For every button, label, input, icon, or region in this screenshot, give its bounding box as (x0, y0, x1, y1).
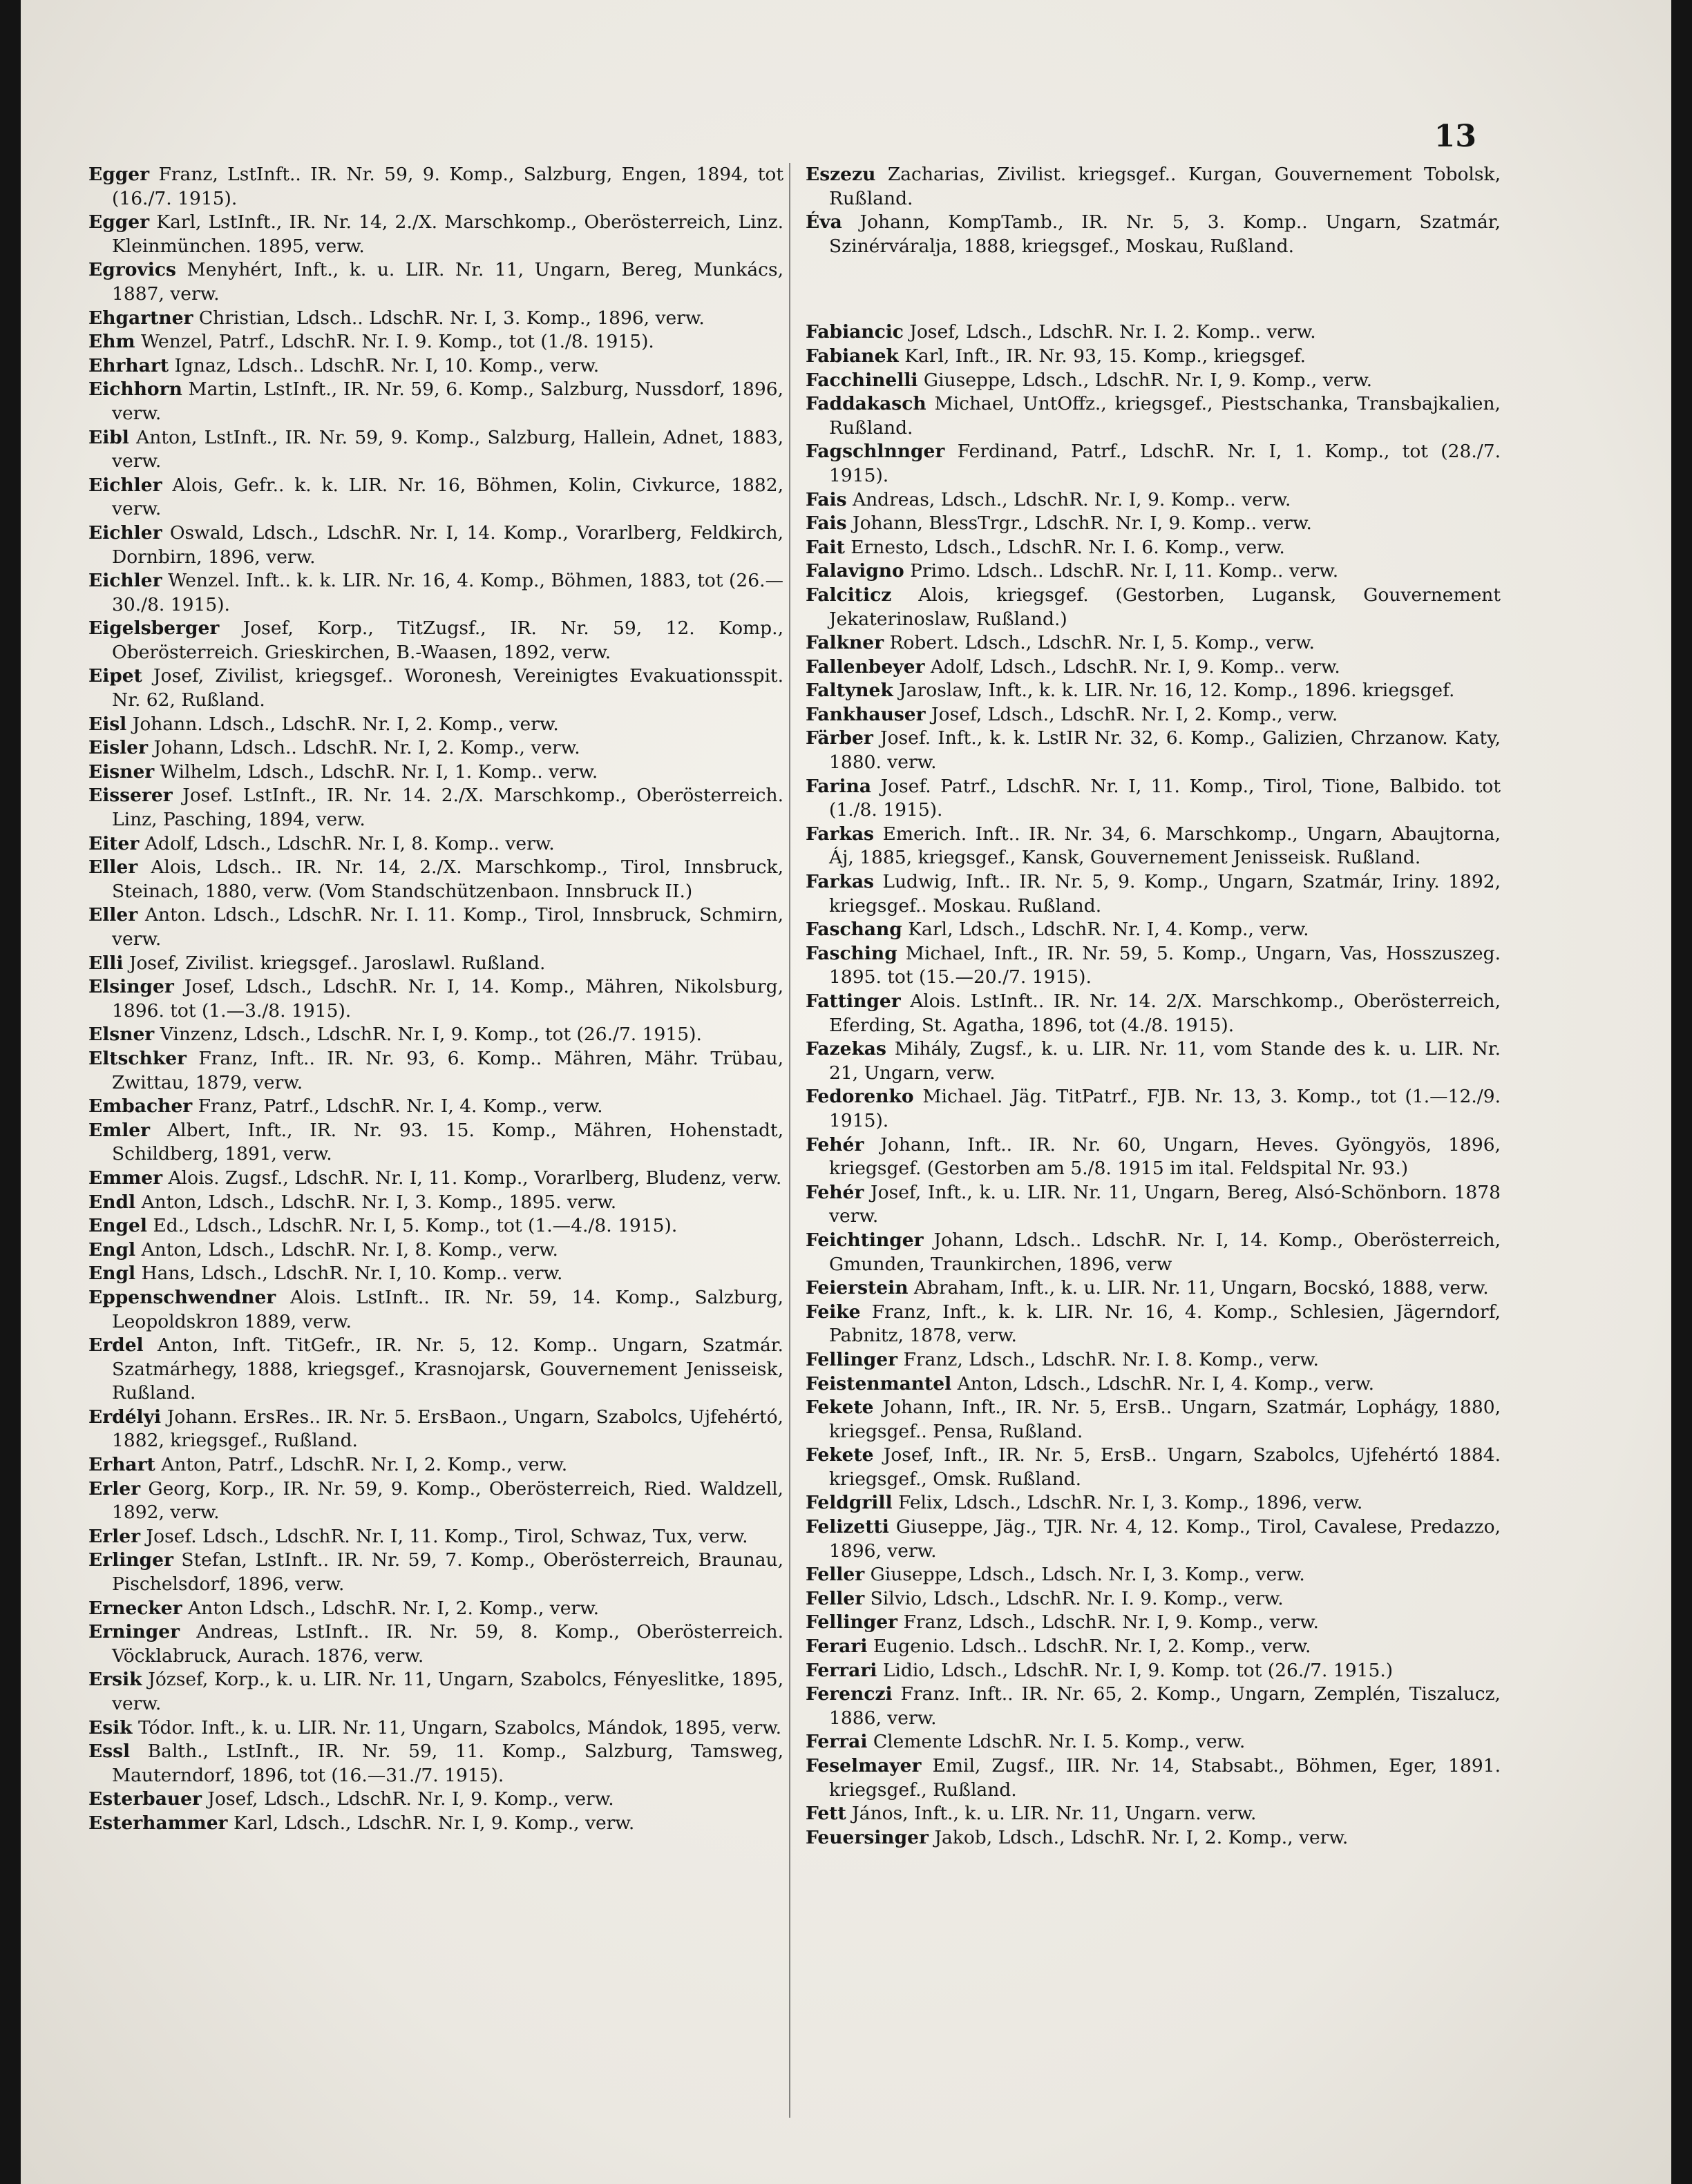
entry-details: Karl, LstInft., IR. Nr. 14, 2./X. Marschkomp., Oberösterreich, Linz. Kleinmünchen. 1895, verw. (112, 211, 783, 257)
directory-entry (806, 1826, 1501, 1850)
entry-details: Jakob, Ldsch., LdschR. Nr. I, 2. Komp., verw. (928, 1826, 1349, 1848)
entry-details: Emerich. Inft.. IR. Nr. 34, 6. Marschkomp., Ungarn, Abaujtorna, Áj, 1885, kriegsgef., Kansk, Gouvernement Jenisseisk. Rußland. (829, 823, 1501, 869)
entry-surname: Farina (806, 775, 872, 797)
entry-surname: Ehrhart (88, 354, 169, 376)
entry-details: Hans, Ldsch., LdschR. Nr. I, 10. Komp.. verw. (135, 1263, 563, 1285)
entry-details: Oswald, Ldsch., LdschR. Nr. I, 14. Komp., Vorarlberg, Feldkirch, Dornbirn, 1896, verw. (112, 521, 783, 568)
entry-details: Felix, Ldsch., LdschR. Nr. I, 3. Komp., 1896, verw. (892, 1492, 1363, 1514)
entry-details: Ferdinand, Patrf., LdschR. Nr. I, 1. Komp., tot (28./7. 1915). (829, 441, 1501, 486)
entry-details: Giuseppe, Jäg., TJR. Nr. 4, 12. Komp., Tirol, Cavalese, Predazzo, 1896, verw. (829, 1516, 1501, 1562)
entry-details: Emil, Zugsf., IIR. Nr. 14, Stabsabt., Böhmen, Eger, 1891. kriegsgef., Rußland. (829, 1755, 1501, 1801)
entry-details: Clemente LdschR. Nr. I. 5. Komp., verw. (867, 1731, 1246, 1753)
entry-surname: Fankhauser (806, 703, 926, 725)
entry-surname: Ernecker (88, 1597, 182, 1619)
entry-surname: Eltschker (88, 1047, 187, 1069)
directory-entry (88, 426, 783, 474)
directory-entry (88, 1668, 783, 1716)
entry-surname: Ehm (88, 331, 135, 353)
directory-entry (88, 1095, 783, 1119)
entry-surname: Felizetti (806, 1516, 889, 1538)
entry-details: Franz, Patrf., LdschR. Nr. I, 4. Komp., verw. (192, 1095, 603, 1118)
right-column-top-entries (806, 163, 1501, 258)
entry-surname: Erninger (88, 1621, 180, 1643)
entry-details: Johann, Ldsch.. LdschR. Nr. I, 2. Komp., verw. (148, 737, 580, 759)
entry-details: Josef, Korp., TitZugsf., IR. Nr. 59, 12. Komp., Oberösterreich. Grieskirchen, B.-Waasen, 1892, verw. (112, 617, 783, 663)
entry-details: Mihály, Zugsf., k. u. LIR. Nr. 11, vom Stande des k. u. LIR. Nr. 21, Ungarn, verw. (829, 1038, 1501, 1084)
directory-entry (88, 975, 783, 1023)
entry-surname: Feller (806, 1587, 865, 1609)
directory-entry (88, 330, 783, 354)
entry-surname: Eszezu (806, 164, 876, 185)
directory-entry (806, 655, 1501, 680)
directory-entry (806, 1635, 1501, 1659)
entry-surname: Ersik (88, 1669, 142, 1691)
right-column-entries (806, 320, 1501, 1850)
directory-entry (88, 258, 783, 306)
directory-entry (88, 617, 783, 664)
entry-surname: Fattinger (806, 990, 901, 1012)
directory-entry (806, 1491, 1501, 1515)
entry-details: Primo. Ldsch.. LdschR. Nr. I, 11. Komp.. verw. (904, 560, 1339, 582)
directory-entry (806, 440, 1501, 488)
entry-surname: Fabianek (806, 345, 899, 367)
entry-surname: Ehgartner (88, 307, 193, 329)
directory-entry (88, 1453, 783, 1477)
entry-surname: Faschang (806, 919, 902, 941)
entry-surname: Feike (806, 1301, 861, 1323)
entry-details: Josef, Zivilist, kriegsgef.. Woronesh, Vereinigtes Evakuationsspit. Nr. 62, Rußland. (112, 665, 783, 711)
entry-details: Giuseppe, Ldsch., Ldsch. Nr. I, 3. Komp., verw. (864, 1564, 1305, 1586)
directory-entry (88, 952, 783, 976)
entry-surname: Eisl (88, 713, 127, 735)
directory-entry (88, 760, 783, 785)
directory-entry (806, 1133, 1501, 1181)
directory-entry (806, 918, 1501, 942)
directory-entry (806, 870, 1501, 918)
entry-surname: Eichler (88, 474, 162, 496)
directory-entry (88, 832, 783, 856)
entry-surname: Fallenbeyer (806, 655, 925, 678)
entry-surname: Fellinger (806, 1348, 898, 1370)
directory-entry (806, 775, 1501, 823)
directory-entry (806, 823, 1501, 870)
entry-surname: Erhart (88, 1454, 155, 1476)
entry-details: Karl, Inft., IR. Nr. 93, 15. Komp., kriegsgef. (898, 345, 1306, 367)
entry-surname: Essl (88, 1741, 131, 1763)
entry-surname: Engl (88, 1238, 136, 1261)
entry-details: Tódor. Inft., k. u. LIR. Nr. 11, Ungarn, Szabolcs, Mándok, 1895, verw. (132, 1716, 782, 1738)
entry-details: Anton, Patrf., LdschR. Nr. I, 2. Komp., verw. (155, 1454, 568, 1476)
entry-details: Andreas, Ldsch., LdschR. Nr. I, 9. Komp.. verw. (846, 488, 1291, 510)
directory-entry (806, 1587, 1501, 1611)
directory-entry (806, 1659, 1501, 1683)
entry-surname: Erdel (88, 1334, 144, 1357)
directory-entry (806, 536, 1501, 560)
entry-surname: Eichler (88, 570, 162, 592)
entry-surname: Farkas (806, 871, 874, 893)
entry-details: Christian, Ldsch.. LdschR. Nr. I, 3. Komp., 1896, verw. (193, 307, 705, 329)
entry-details: Wenzel. Inft.. k. k. LIR. Nr. 16, 4. Komp., Böhmen, 1883, tot (26.—30./8. 1915). (112, 570, 783, 615)
entry-surname: Fehér (806, 1181, 864, 1203)
entry-surname: Fellinger (806, 1611, 898, 1634)
directory-entry (88, 1620, 783, 1668)
directory-entry (806, 1181, 1501, 1229)
directory-entry (806, 1085, 1501, 1133)
directory-entry (806, 512, 1501, 536)
entry-details: Johann, Ldsch.. LdschR. Nr. I, 14. Komp., Oberösterreich, Gmunden, Traunkirchen, 1896, verw (829, 1229, 1501, 1275)
entry-surname: Esterhammer (88, 1812, 228, 1834)
directory-entry (88, 784, 783, 832)
entry-details: Martin, LstInft., IR. Nr. 59, 6. Komp., Salzburg, Nussdorf, 1896, verw. (112, 379, 783, 424)
entry-surname: Fait (806, 536, 845, 558)
directory-entry (88, 1262, 783, 1286)
directory-entry (88, 569, 783, 617)
scan-border-right (1671, 0, 1692, 2184)
entry-surname: Ferrari (806, 1659, 877, 1681)
directory-entry (88, 1214, 783, 1238)
entry-surname: Elli (88, 952, 124, 974)
directory-entry (806, 211, 1501, 258)
entry-details: Josef, Ldsch., LdschR. Nr. I, 2. Komp., verw. (925, 703, 1338, 725)
directory-entry (88, 1549, 783, 1596)
directory-entry (88, 1023, 783, 1047)
entry-surname: Eisner (88, 760, 155, 783)
entry-details: Adolf, Ldsch., LdschR. Nr. I, 8. Komp.. verw. (139, 832, 555, 854)
entry-details: Anton, Inft. TitGefr., IR. Nr. 5, 12. Komp.. Ungarn, Szatmár. Szatmárhegy, 1888, kriegsgef., Krasnojarsk, Gouvernement Jenisseisk, Rußland. (112, 1334, 783, 1404)
entry-surname: Fasching (806, 942, 897, 964)
entry-surname: Fabiancic (806, 321, 904, 343)
directory-entry (806, 163, 1501, 211)
entry-details: Ludwig, Inft.. IR. Nr. 5, 9. Komp., Ungarn, Szatmár, Iriny. 1892, kriegsgef.. Moskau. Rußland. (829, 871, 1501, 917)
directory-entry (88, 1191, 783, 1215)
entry-details: Karl, Ldsch., LdschR. Nr. I, 9. Komp., verw. (227, 1812, 635, 1834)
entry-details: Andreas, LstInft.. IR. Nr. 59, 8. Komp., Oberösterreich. Vöcklabruck, Aurach. 1876, verw. (112, 1621, 783, 1667)
directory-entry (88, 1525, 783, 1549)
directory-entry (88, 211, 783, 258)
directory-entry (88, 664, 783, 712)
directory-entry (806, 392, 1501, 440)
entry-details: Balth., LstInft., IR. Nr. 59, 11. Komp., Salzburg, Tamsweg, Mauterndorf, 1896, tot (16.—31./7. 1915). (112, 1741, 783, 1786)
entry-details: Stefan, LstInft.. IR. Nr. 59, 7. Komp., Oberösterreich, Braunau, Pischelsdorf, 1896, verw. (112, 1549, 783, 1596)
directory-entry (88, 378, 783, 425)
entry-details: Menyhért, Inft., k. u. LIR. Nr. 11, Ungarn, Bereg, Munkács, 1887, verw. (112, 259, 783, 305)
directory-entry (806, 1802, 1501, 1826)
entry-details: Alois. LstInft.. IR. Nr. 14. 2/X. Marschkomp., Oberösterreich, Eferding, St. Agatha, 1896, tot (4./8. 1915). (829, 990, 1501, 1036)
entry-details: Anton. Ldsch., LdschR. Nr. I. 11. Komp., Tirol, Innsbruck, Schmirn, verw. (112, 904, 783, 950)
directory-entry (88, 1119, 783, 1167)
entry-surname: Erlinger (88, 1549, 173, 1571)
directory-entry (806, 1683, 1501, 1730)
entry-surname: Engel (88, 1215, 147, 1237)
entry-details: Vinzenz, Ldsch., LdschR. Nr. I, 9. Komp., tot (26./7. 1915). (154, 1024, 702, 1046)
directory-entry (806, 1348, 1501, 1372)
entry-details: József, Korp., k. u. LIR. Nr. 11, Ungarn, Szabolcs, Fényeslitke, 1895, verw. (112, 1669, 783, 1714)
entry-surname: Faddakasch (806, 393, 926, 415)
directory-entry (806, 320, 1501, 345)
entry-surname: Éva (806, 211, 842, 233)
entry-details: Zacharias, Zivilist. kriegsgef.. Kurgan, Gouvernement Tobolsk, Rußland. (829, 164, 1501, 209)
section-gap (806, 258, 1501, 320)
entry-details: Anton, LstInft., IR. Nr. 59, 9. Komp., Salzburg, Hallein, Adnet, 1883, verw. (112, 426, 783, 472)
entry-surname: Fekete (806, 1397, 874, 1419)
entry-surname: Fehér (806, 1133, 864, 1156)
entry-details: Michael, UntOffz., kriegsgef., Piestschanka, Transbajkalien, Rußland. (829, 393, 1501, 439)
entry-details: Josef. Ldsch., LdschR. Nr. I, 11. Komp., Tirol, Schwaz, Tux, verw. (140, 1525, 748, 1547)
directory-entry (806, 1754, 1501, 1802)
directory-entry (88, 1740, 783, 1788)
directory-entry (88, 1597, 783, 1621)
entry-details: Josef, Ldsch., LdschR. Nr. I. 2. Komp.. verw. (903, 321, 1316, 343)
entry-surname: Facchinelli (806, 369, 918, 391)
entry-surname: Faltynek (806, 680, 893, 702)
entry-surname: Endl (88, 1191, 136, 1213)
directory-entry (806, 369, 1501, 393)
entry-details: Wilhelm, Ldsch., LdschR. Nr. I, 1. Komp.. verw. (154, 760, 598, 783)
entry-surname: Eppenschwendner (88, 1286, 276, 1308)
directory-entry (806, 990, 1501, 1037)
directory-entry (806, 727, 1501, 774)
entry-details: Anton Ldsch., LdschR. Nr. I, 2. Komp., verw. (182, 1597, 600, 1619)
entry-surname: Eller (88, 904, 138, 926)
entry-surname: Elsner (88, 1024, 155, 1046)
entry-surname: Ferrai (806, 1731, 868, 1753)
right-column (806, 163, 1501, 2118)
directory-entry (806, 1229, 1501, 1276)
entry-surname: Feselmayer (806, 1755, 922, 1776)
entry-surname: Emler (88, 1119, 151, 1141)
entry-surname: Eisler (88, 737, 149, 759)
entry-surname: Feller (806, 1564, 865, 1586)
entry-details: Josef. Inft., k. k. LstIR Nr. 32, 6. Komp., Galizien, Chrzanow. Katy, 1880. verw. (829, 727, 1501, 774)
entry-surname: Fais (806, 513, 847, 535)
entry-details: Anton, Ldsch., LdschR. Nr. I, 3. Komp., 1895. verw. (135, 1191, 617, 1213)
directory-entry (88, 1812, 783, 1836)
entry-details: Johann. Ldsch., LdschR. Nr. I, 2. Komp., verw. (126, 713, 559, 735)
entry-details: Franz, Inft., k. k. LIR. Nr. 16, 4. Komp., Schlesien, Jägerndorf, Pabnitz, 1878, verw. (829, 1301, 1501, 1347)
entry-surname: Egrovics (88, 259, 176, 281)
entry-details: Alois. Zugsf., LdschR. Nr. I, 11. Komp., Vorarlberg, Bludenz, verw. (162, 1167, 782, 1189)
entry-details: Johann, Inft., IR. Nr. 5, ErsB.. Ungarn, Szatmár, Lophágy, 1880, kriegsgef.. Pensa, Rußland. (829, 1397, 1501, 1442)
directory-entry (806, 1037, 1501, 1085)
entry-surname: Erler (88, 1525, 141, 1547)
entry-details: Ed., Ldsch., LdschR. Nr. I, 5. Komp., tot (1.—4./8. 1915). (146, 1215, 678, 1237)
entry-surname: Eiter (88, 832, 140, 854)
directory-entry (88, 521, 783, 569)
directory-entry (806, 1301, 1501, 1348)
entry-surname: Färber (806, 727, 873, 749)
entry-details: Albert, Inft., IR. Nr. 93. 15. Komp., Mähren, Hohenstadt, Schildberg, 1891, verw. (112, 1119, 783, 1165)
entry-details: Michael. Jäg. TitPatrf., FJB. Nr. 13, 3. Komp., tot (1.—12./9. 1915). (829, 1086, 1501, 1131)
directory-entry (806, 345, 1501, 369)
directory-entry (88, 713, 783, 737)
directory-entry (88, 1716, 783, 1741)
directory-entry (806, 1730, 1501, 1754)
entry-surname: Falciticz (806, 584, 892, 606)
entry-details: Josef, Inft., k. u. LIR. Nr. 11, Ungarn, Bereg, Alsó-Schönborn. 1878 verw. (829, 1181, 1501, 1227)
directory-entry (806, 1444, 1501, 1491)
entry-details: Josef. LstInft., IR. Nr. 14. 2./X. Marschkomp., Oberösterreich. Linz, Pasching, 1894, verw. (112, 785, 783, 831)
directory-entry (806, 584, 1501, 631)
entry-surname: Fais (806, 488, 847, 510)
directory-entry (88, 1477, 783, 1525)
directory-entry (806, 703, 1501, 727)
directory-entry (806, 488, 1501, 513)
entry-details: Johann, Inft.. IR. Nr. 60, Ungarn, Heves. Gyöngyös, 1896, kriegsgef. (Gestorben am 5./8. 1915 im ital. Feldspital Nr. 93.) (829, 1133, 1501, 1180)
directory-entry (88, 307, 783, 331)
directory-entry (806, 1396, 1501, 1444)
entry-surname: Engl (88, 1263, 136, 1285)
directory-entry (88, 1238, 783, 1263)
entry-details: Alois, Ldsch.. IR. Nr. 14, 2./X. Marschkomp., Tirol, Innsbruck, Steinach, 1880, verw. (Vom Standschützenbaon. Innsbruck II.) (112, 856, 783, 902)
entry-details: Wenzel, Patrf., LdschR. Nr. I. 9. Komp., tot (1./8. 1915). (135, 331, 654, 353)
entry-surname: Egger (88, 164, 150, 185)
entry-surname: Falavigno (806, 560, 904, 582)
directory-entry (806, 1372, 1501, 1397)
directory-entry (88, 474, 783, 521)
entry-surname: Feistenmantel (806, 1372, 952, 1395)
left-column (88, 163, 783, 2118)
directory-entry (88, 1047, 783, 1095)
directory-entry (806, 1563, 1501, 1587)
entry-details: Johann, BlessTrgr., LdschR. Nr. I, 9. Komp.. verw. (846, 513, 1312, 535)
entry-surname: Esterbauer (88, 1788, 202, 1810)
directory-entry (88, 1334, 783, 1406)
entry-details: Karl, Ldsch., LdschR. Nr. I, 4. Komp., verw. (902, 919, 1309, 941)
entry-surname: Ferari (806, 1636, 868, 1658)
entry-surname: Elsinger (88, 976, 174, 998)
entry-details: Ernesto, Ldsch., LdschR. Nr. I. 6. Komp., verw. (844, 536, 1285, 558)
entry-surname: Fazekas (806, 1038, 886, 1060)
entry-details: Ignaz, Ldsch.. LdschR. Nr. I, 10. Komp., verw. (169, 354, 600, 376)
entry-details: Josef, Zivilist. kriegsgef.. Jaroslawl. Rußland. (123, 952, 546, 974)
entry-details: Alois, Gefr.. k. k. LIR. Nr. 16, Böhmen, Kolin, Civkurce, 1882, verw. (112, 474, 783, 520)
entry-surname: Feldgrill (806, 1492, 893, 1514)
entry-details: Josef, Ldsch., LdschR. Nr. I, 14. Komp., Mähren, Nikolsburg, 1896. tot (1.—3./8. 1915). (112, 976, 783, 1022)
entry-surname: Feichtinger (806, 1229, 924, 1251)
entry-details: Robert. Ldsch., LdschR. Nr. I, 5. Komp., verw. (884, 632, 1315, 654)
entry-details: Franz, Ldsch., LdschR. Nr. I. 8. Komp., verw. (897, 1348, 1319, 1370)
entry-surname: Fekete (806, 1444, 874, 1466)
entry-surname: Erdélyi (88, 1406, 162, 1428)
entry-surname: Eibl (88, 426, 129, 448)
entry-surname: Eichhorn (88, 379, 182, 401)
entry-surname: Eisserer (88, 785, 173, 807)
entry-details: Lidio, Ldsch., LdschR. Nr. I, 9. Komp. tot (26./7. 1915.) (877, 1659, 1394, 1681)
directory-entry (88, 354, 783, 379)
directory-entry (806, 559, 1501, 584)
entry-surname: Fedorenko (806, 1086, 914, 1108)
directory-entry (806, 1276, 1501, 1301)
entry-details: Johann, KompTamb., IR. Nr. 5, 3. Komp.. Ungarn, Szatmár, Szinérváralja, 1888, kriegsgef., Moskau, Rußland. (829, 211, 1501, 257)
directory-entry (806, 1515, 1501, 1563)
scan-border-left (0, 0, 21, 2184)
entry-details: Giuseppe, Ldsch., LdschR. Nr. I, 9. Komp., verw. (918, 369, 1373, 391)
entry-surname: Ferenczi (806, 1683, 893, 1705)
entry-surname: Eigelsberger (88, 617, 220, 640)
entry-details: Abraham, Inft., k. u. LIR. Nr. 11, Ungarn, Bocskó, 1888, verw. (908, 1277, 1489, 1299)
entry-details: Franz. Inft.. IR. Nr. 65, 2. Komp., Ungarn, Zemplén, Tiszalucz, 1886, verw. (829, 1683, 1501, 1729)
entry-surname: Eipet (88, 665, 142, 687)
directory-entry (806, 631, 1501, 655)
entry-surname: Egger (88, 211, 150, 233)
entry-surname: Embacher (88, 1095, 193, 1118)
entry-details: Michael, Inft., IR. Nr. 59, 5. Komp., Ungarn, Vas, Hosszuszeg. 1895. tot (15.—20./7. 1915). (829, 942, 1501, 988)
entry-details: Eugenio. Ldsch.. LdschR. Nr. I, 2. Komp., verw. (867, 1636, 1311, 1658)
entry-details: Alois, kriegsgef. (Gestorben, Lugansk, Gouvernement Jekaterinoslaw, Rußland.) (829, 584, 1501, 630)
entry-surname: Esik (88, 1716, 133, 1738)
entry-details: Franz, LstInft.. IR. Nr. 59, 9. Komp., Salzburg, Engen, 1894, tot (16./7. 1915). (112, 164, 783, 209)
entry-details: Johann. ErsRes.. IR. Nr. 5. ErsBaon., Ungarn, Szabolcs, Ujfehértó, 1882, kriegsgef., Rußland. (112, 1406, 783, 1452)
directory-entry (88, 163, 783, 211)
directory-entry (806, 679, 1501, 703)
entry-details: Adolf, Ldsch., LdschR. Nr. I, 9. Komp.. verw. (924, 655, 1340, 678)
entry-surname: Emmer (88, 1167, 163, 1189)
entry-surname: Feuersinger (806, 1826, 929, 1848)
entry-surname: Fagschlnnger (806, 441, 945, 463)
directory-entry (88, 1286, 783, 1334)
directory-entry (88, 1406, 783, 1453)
directory-entry (88, 1788, 783, 1812)
directory-entry (88, 736, 783, 760)
entry-surname: Falkner (806, 632, 884, 654)
entry-surname: Erler (88, 1477, 141, 1500)
entry-details: Franz, Ldsch., LdschR. Nr. I, 9. Komp., verw. (897, 1611, 1319, 1634)
entry-surname: Feierstein (806, 1277, 909, 1299)
directory-entry (806, 1611, 1501, 1635)
directory-entry (88, 903, 783, 951)
entry-details: Josef. Patrf., LdschR. Nr. I, 11. Komp., Tirol, Tione, Balbido. tot (1./8. 1915). (829, 775, 1501, 821)
entry-details: Silvio, Ldsch., LdschR. Nr. I. 9. Komp., verw. (864, 1587, 1284, 1609)
entry-surname: Farkas (806, 823, 874, 845)
entry-details: Josef, Ldsch., LdschR. Nr. I, 9. Komp., verw. (201, 1788, 614, 1810)
entry-details: Anton, Ldsch., LdschR. Nr. I, 4. Komp., verw. (951, 1372, 1375, 1395)
entry-surname: Fett (806, 1803, 846, 1825)
directory-entry (88, 1167, 783, 1191)
entry-details: Jaroslaw, Inft., k. k. LIR. Nr. 16, 12. Komp., 1896. kriegsgef. (893, 680, 1455, 702)
entry-details: Georg, Korp., IR. Nr. 59, 9. Komp., Oberösterreich, Ried. Waldzell, 1892, verw. (112, 1477, 783, 1524)
entry-surname: Eichler (88, 521, 162, 544)
column-divider (789, 163, 790, 2118)
directory-entry (88, 856, 783, 903)
entry-details: Anton, Ldsch., LdschR. Nr. I, 8. Komp., verw. (135, 1238, 558, 1261)
entry-details: Josef, Inft., IR. Nr. 5, ErsB.. Ungarn, Szabolcs, Ujfehértó 1884. kriegsgef., Omsk. Rußland. (829, 1444, 1501, 1490)
entry-details: János, Inft., k. u. LIR. Nr. 11, Ungarn. verw. (846, 1803, 1257, 1825)
entry-surname: Eller (88, 856, 138, 879)
page-number: 13 (1434, 119, 1476, 154)
entry-details: Franz, Inft.. IR. Nr. 93, 6. Komp.. Mähren, Mähr. Trübau, Zwittau, 1879, verw. (112, 1047, 783, 1093)
directory-entry (806, 942, 1501, 990)
entry-details: Alois. LstInft.. IR. Nr. 59, 14. Komp., Salzburg, Leopoldskron 1889, verw. (112, 1286, 783, 1332)
